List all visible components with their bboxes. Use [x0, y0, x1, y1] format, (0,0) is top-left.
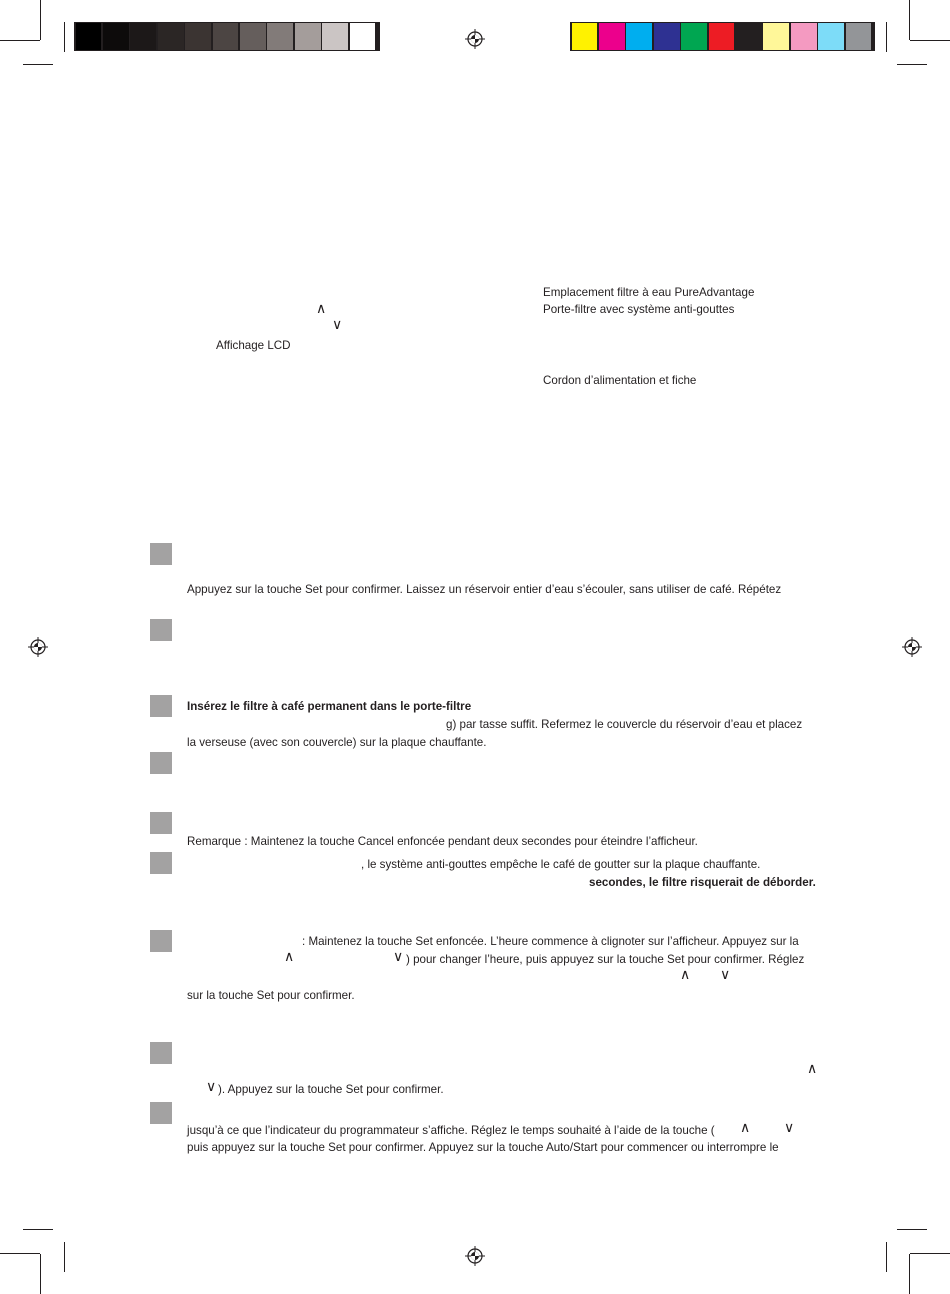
label-lcd-display: Affichage LCD	[216, 339, 291, 352]
up-arrow-icon: ∧	[316, 301, 327, 317]
step-box	[150, 752, 172, 774]
color-swatch	[158, 23, 184, 50]
instruction-line: ) pour changer l’heure, puis appuyez sur la touche Set pour confirmer. Réglez	[406, 953, 805, 966]
color-swatch	[654, 23, 680, 50]
instruction-heading: Insérez le filtre à café permanent dans le porte-filtre	[187, 700, 472, 713]
color-swatch	[818, 23, 844, 50]
step-box	[150, 619, 172, 641]
up-arrow-icon: ∧	[680, 967, 691, 983]
color-swatch	[295, 23, 321, 50]
instruction-line: g) par tasse suffit. Refermez le couvercle du réservoir d’eau et placez	[446, 718, 803, 731]
color-swatch	[709, 23, 735, 50]
color-swatch	[763, 23, 789, 50]
down-arrow-icon: ∨	[393, 949, 404, 965]
step-box	[150, 543, 172, 565]
color-swatch	[240, 23, 266, 50]
instruction-line: jusqu’à ce que l’indicateur du programmateur s’affiche. Réglez le temps souhaité à l’aide de la touche (	[187, 1124, 715, 1137]
color-swatch	[626, 23, 652, 50]
registration-target-icon	[465, 29, 485, 49]
color-swatch	[681, 23, 707, 50]
color-swatch	[103, 23, 129, 50]
step-box	[150, 812, 172, 834]
color-swatch	[599, 23, 625, 50]
registration-target-icon	[28, 637, 48, 657]
color-swatch	[572, 23, 598, 50]
label-filter-holder: Porte-filtre avec système anti-gouttes	[543, 303, 735, 316]
instruction-line: sur la touche Set pour confirmer.	[187, 989, 355, 1002]
down-arrow-icon: ∨	[332, 317, 343, 333]
instruction-line: Appuyez sur la touche Set pour confirmer. Laissez un réservoir entier d’eau s’écouler, sans utiliser de café. Répétez	[187, 583, 782, 596]
color-swatch	[76, 23, 102, 50]
instruction-remark: Remarque : Maintenez la touche Cancel enfoncée pendant deux secondes pour éteindre l’afficheur.	[187, 835, 698, 848]
step-box	[150, 695, 172, 717]
instruction-line: ). Appuyez sur la touche Set pour confirmer.	[218, 1083, 444, 1096]
down-arrow-icon: ∨	[784, 1120, 795, 1136]
step-box	[150, 1102, 172, 1124]
color-swatch	[213, 23, 239, 50]
label-water-filter-slot: Emplacement filtre à eau PureAdvantage	[543, 286, 755, 299]
down-arrow-icon: ∨	[206, 1079, 217, 1095]
color-swatch	[350, 23, 376, 50]
color-swatch	[846, 23, 872, 50]
down-arrow-icon: ∨	[720, 967, 731, 983]
color-swatch	[791, 23, 817, 50]
instruction-line: , le système anti-gouttes empêche le café de goutter sur la plaque chauffante.	[361, 858, 761, 871]
instruction-line: : Maintenez la touche Set enfoncée. L’heure commence à clignoter sur l’afficheur. Appuyez sur la	[302, 935, 799, 948]
up-arrow-icon: ∧	[284, 949, 295, 965]
color-swatch	[185, 23, 211, 50]
up-arrow-icon: ∧	[740, 1120, 751, 1136]
registration-target-icon	[465, 1246, 485, 1266]
color-swatch	[130, 23, 156, 50]
instruction-line: puis appuyez sur la touche Set pour confirmer. Appuyez sur la touche Auto/Start pour commencer ou interrompre le	[187, 1141, 779, 1154]
step-box	[150, 930, 172, 952]
color-swatch	[267, 23, 293, 50]
color-swatch	[736, 23, 762, 50]
instruction-warning: secondes, le filtre risquerait de déborder.	[589, 876, 816, 889]
step-box	[150, 852, 172, 874]
label-power-cord: Cordon d’alimentation et fiche	[543, 374, 697, 387]
registration-target-icon	[902, 637, 922, 657]
color-swatch	[322, 23, 348, 50]
up-arrow-icon: ∧	[807, 1061, 818, 1077]
step-box	[150, 1042, 172, 1064]
instruction-line: la verseuse (avec son couvercle) sur la plaque chauffante.	[187, 736, 487, 749]
